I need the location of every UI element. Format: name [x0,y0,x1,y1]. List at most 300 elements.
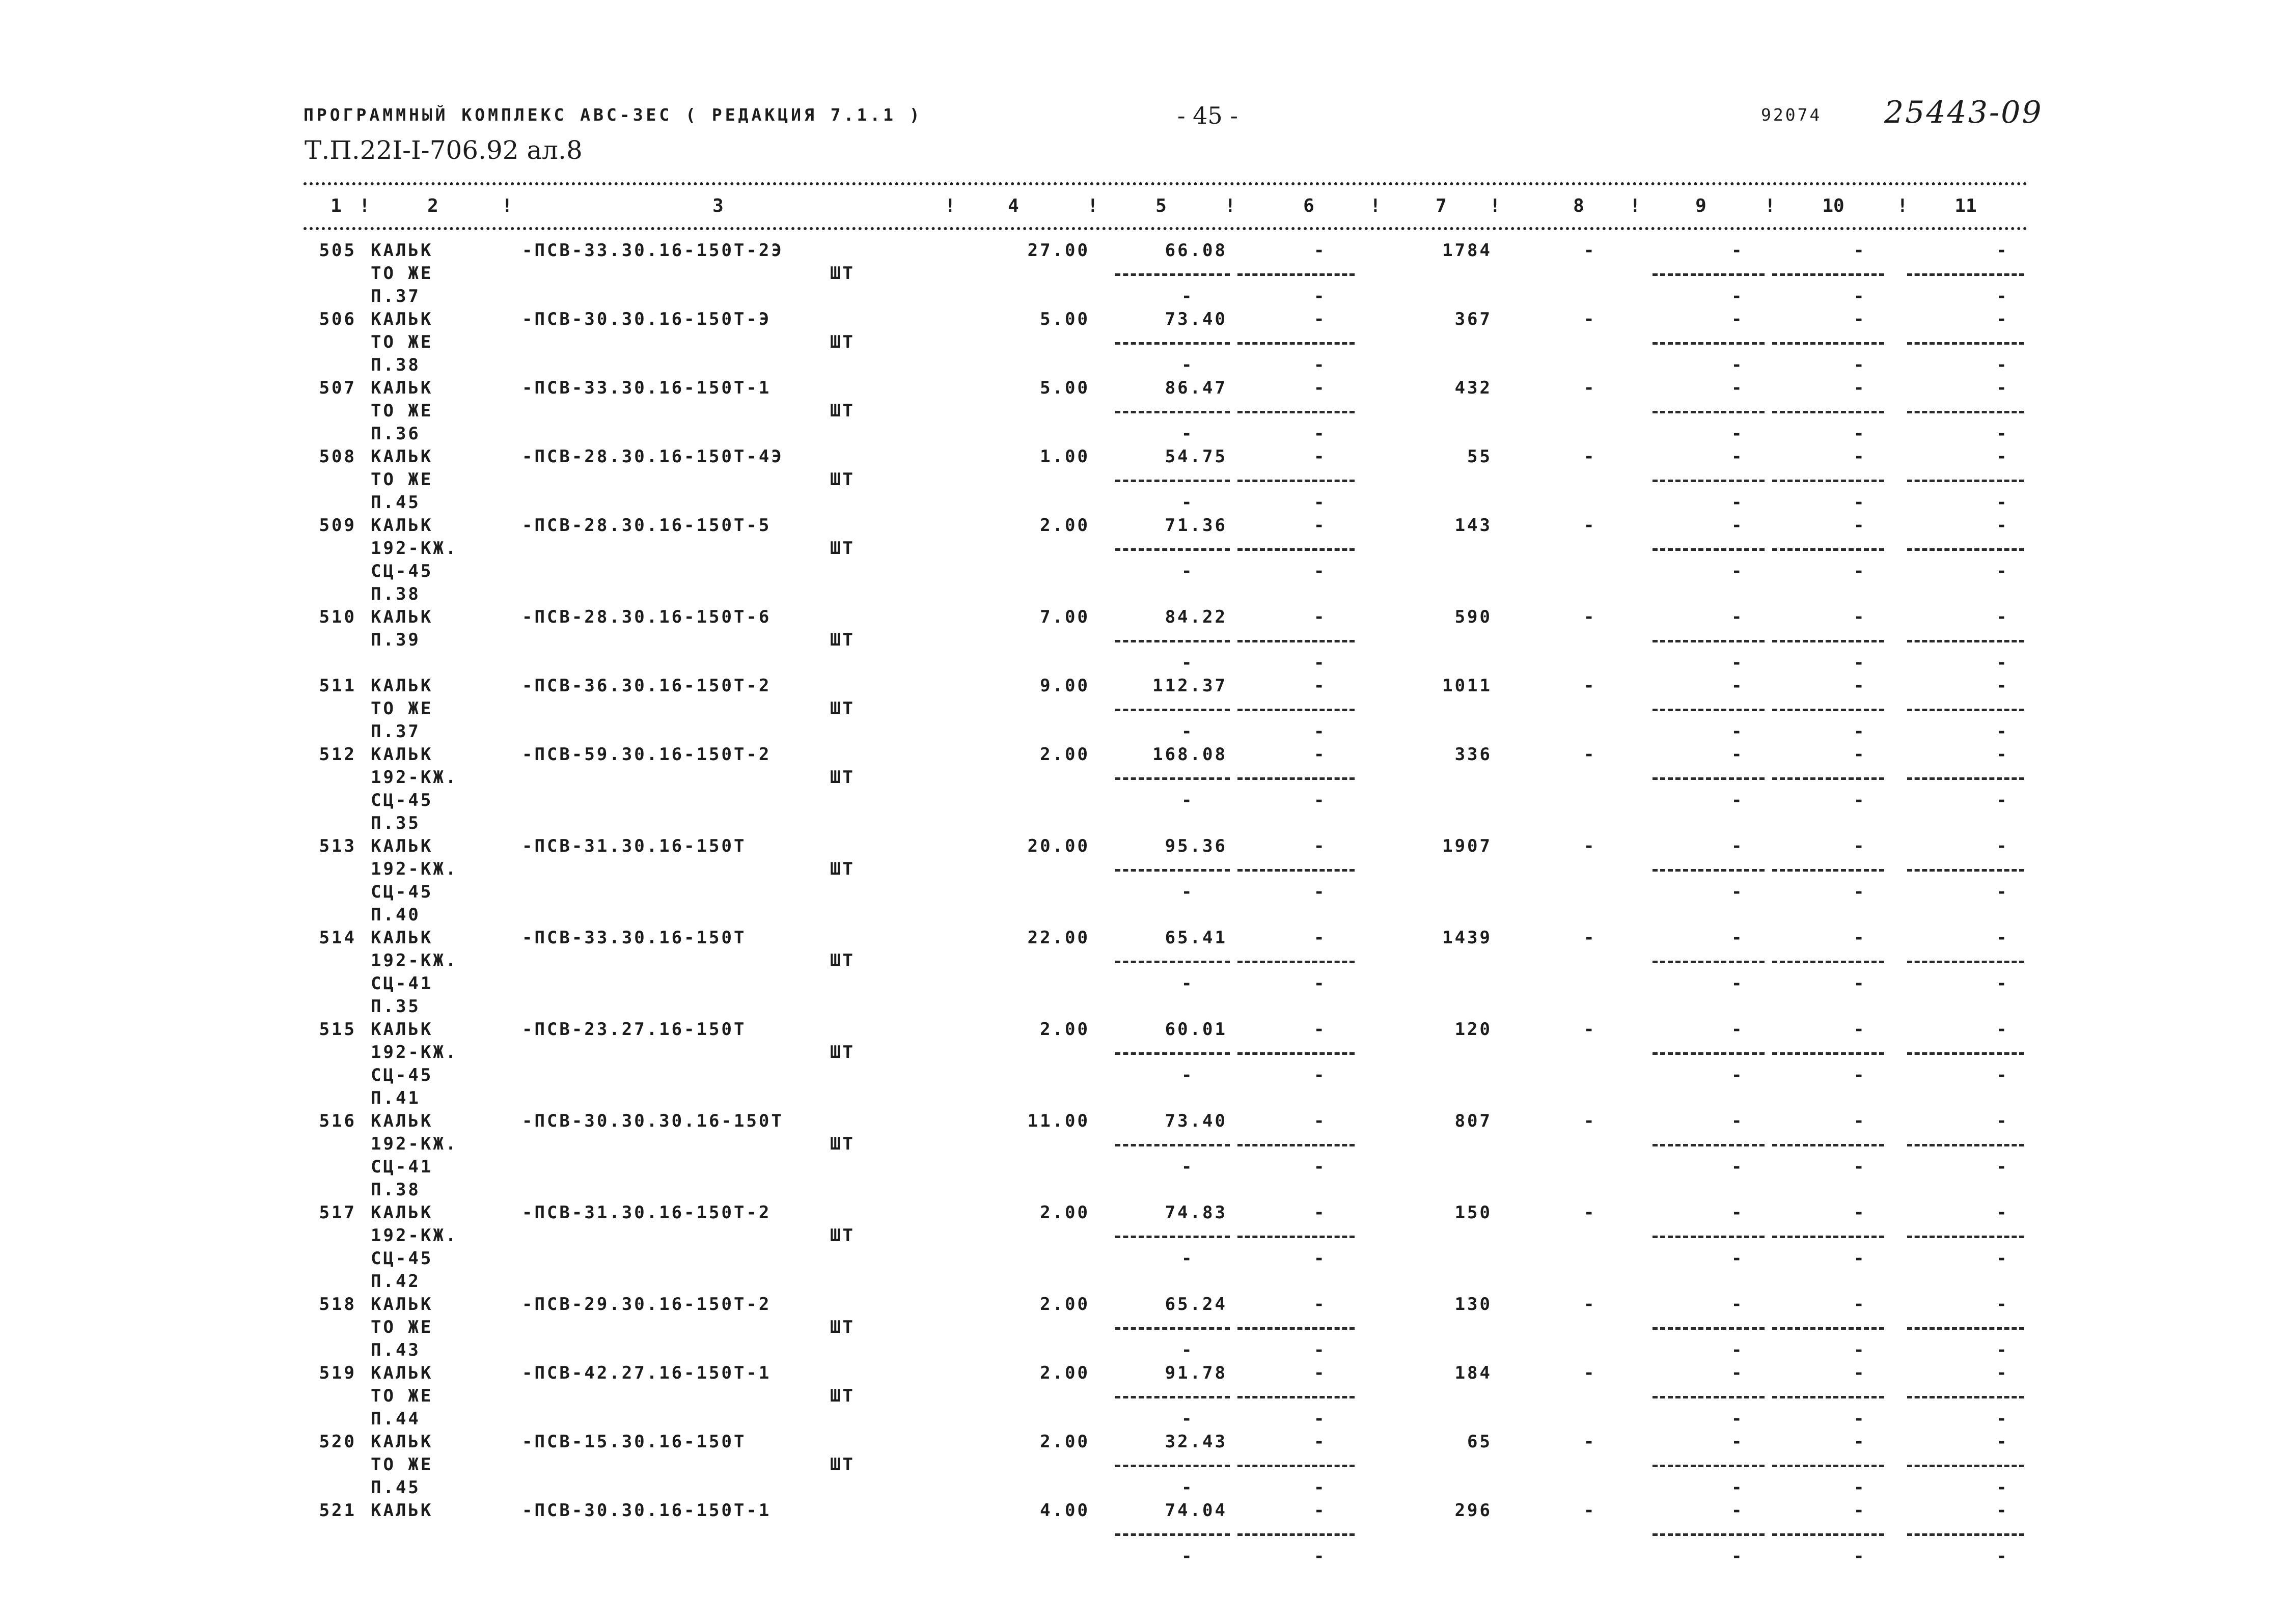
empty-value-dash: - [1584,1111,1594,1131]
item-name: 192-КЖ. [371,538,458,558]
item-price: 65.24 [1165,1294,1227,1314]
dashed-line [1115,480,1230,482]
empty-value-dash: - [1584,240,1594,261]
item-name: ТО ЖЕ [371,1317,433,1337]
empty-value-dash: - [1181,721,1192,742]
item-name: СЦ-45 [371,790,433,810]
empty-value-dash: - [1854,676,1864,696]
empty-value-dash: - [1731,492,1742,513]
column-header-6: 6 [1303,195,1314,216]
empty-value-dash: - [1314,1157,1325,1177]
table-row [0,675,2286,743]
dashed-line [1237,548,1355,551]
dashed-line [1115,342,1230,345]
empty-value-dash: - [1314,721,1325,742]
table-top-rule [304,182,2028,185]
table-row [0,835,2286,927]
empty-value-dash: - [1731,1546,1742,1566]
empty-value-dash: - [1181,1157,1192,1177]
empty-value-dash: - [1584,607,1594,627]
empty-value-dash: - [1584,836,1594,856]
document-reference: Т.П.22I-I-706.92 ал.8 [305,135,583,165]
item-total: 1784 [1442,240,1492,261]
empty-value-dash: - [1181,1409,1192,1429]
column-separator: ! [1897,195,1908,216]
empty-value-dash: - [1314,1363,1325,1383]
item-name: ТО ЖЕ [371,698,433,719]
empty-value-dash: - [1996,378,2007,398]
empty-value-dash: - [1854,240,1864,261]
column-separator: ! [1225,195,1236,216]
item-quantity: 2.00 [1040,1294,1090,1314]
empty-value-dash: - [1854,1500,1864,1521]
program-title: ПРОГРАММНЫЙ КОМПЛЕКС АВС-ЗЕС ( РЕДАКЦИЯ 7.1.1 ) [304,105,923,125]
empty-value-dash: - [1996,1294,2007,1314]
empty-value-dash: - [1854,1363,1864,1383]
empty-value-dash: - [1731,1500,1742,1521]
empty-value-dash: - [1181,790,1192,810]
item-unit: ШТ [830,630,855,650]
item-quantity: 2.00 [1040,515,1090,536]
item-name: П.38 [371,1180,421,1200]
item-mark: -ПСВ-31.30.16-150Т-2 [522,1202,772,1223]
item-name: КАЛЬК [371,446,433,467]
empty-value-dash: - [1731,790,1742,810]
item-price: 91.78 [1165,1363,1227,1383]
empty-value-dash: - [1854,973,1864,994]
empty-value-dash: - [1731,561,1742,581]
table-header-rule [304,227,2028,230]
empty-value-dash: - [1731,653,1742,673]
empty-value-dash: - [1996,1065,2007,1085]
dashed-line [1907,273,2024,276]
dashed-line [1772,1465,1884,1467]
column-header-5: 5 [1155,195,1167,216]
empty-value-dash: - [1731,515,1742,536]
empty-value-dash: - [1584,1432,1594,1452]
table-row [0,514,2286,606]
dashed-line [1772,709,1884,711]
empty-value-dash: - [1996,836,2007,856]
empty-value-dash: - [1996,1157,2007,1177]
item-mark: -ПСВ-23.27.16-150Т [522,1019,747,1040]
item-price: 74.04 [1165,1500,1227,1521]
row-number: 520 [319,1432,356,1452]
dashed-line [1907,1327,2024,1330]
empty-value-dash: - [1854,882,1864,902]
column-header-8: 8 [1573,195,1584,216]
column-header-2: 2 [427,195,438,216]
dashed-line [1115,411,1230,413]
dashed-line [1237,777,1355,780]
empty-value-dash: - [1854,492,1864,513]
dashed-line [1237,961,1355,963]
item-quantity: 11.00 [1027,1111,1090,1131]
item-name: СЦ-45 [371,1248,433,1269]
item-name: СЦ-41 [371,973,433,994]
empty-value-dash: - [1314,424,1325,444]
dashed-line [1907,777,2024,780]
dashed-line [1115,273,1230,276]
empty-value-dash: - [1854,1340,1864,1360]
row-number: 516 [319,1111,356,1131]
item-price: 73.40 [1165,1111,1227,1131]
empty-value-dash: - [1996,1202,2007,1223]
dashed-line [1907,1533,2024,1536]
empty-value-dash: - [1731,1294,1742,1314]
empty-value-dash: - [1181,1340,1192,1360]
empty-value-dash: - [1854,607,1864,627]
empty-value-dash: - [1854,1294,1864,1314]
dashed-line [1652,1465,1765,1467]
item-name: КАЛЬК [371,1202,433,1223]
dashed-line [1237,1327,1355,1330]
item-name: КАЛЬК [371,607,433,627]
empty-value-dash: - [1854,1111,1864,1131]
item-name: ТО ЖЕ [371,1454,433,1475]
column-header-1: 1 [330,195,342,216]
item-name: КАЛЬК [371,1500,433,1521]
empty-value-dash: - [1181,561,1192,581]
item-mark: -ПСВ-30.30.30.16-150Т [522,1111,784,1131]
item-quantity: 22.00 [1027,928,1090,948]
item-name: П.41 [371,1088,421,1108]
dashed-line [1772,1236,1884,1238]
empty-value-dash: - [1854,378,1864,398]
item-price: 66.08 [1165,240,1227,261]
empty-value-dash: - [1854,928,1864,948]
item-unit: ШТ [830,263,855,284]
item-name: П.38 [371,584,421,604]
item-name: П.38 [371,355,421,375]
dashed-line [1115,1327,1230,1330]
dashed-line [1115,777,1230,780]
dashed-line [1237,1465,1355,1467]
item-name: ТО ЖЕ [371,263,433,284]
item-name: ТО ЖЕ [371,332,433,352]
empty-value-dash: - [1854,1157,1864,1177]
item-total: 184 [1454,1363,1492,1383]
dashed-line [1907,640,2024,642]
empty-value-dash: - [1731,1432,1742,1452]
empty-value-dash: - [1854,1432,1864,1452]
dashed-line [1907,1052,2024,1055]
dashed-line [1115,1052,1230,1055]
empty-value-dash: - [1314,1340,1325,1360]
empty-value-dash: - [1584,378,1594,398]
empty-value-dash: - [1731,1111,1742,1131]
dashed-line [1652,709,1765,711]
empty-value-dash: - [1731,1157,1742,1177]
dashed-line [1772,1533,1884,1536]
empty-value-dash: - [1996,653,2007,673]
dashed-line [1237,869,1355,872]
page-number: - 45 - [1177,102,1238,129]
dashed-line [1907,1144,2024,1146]
empty-value-dash: - [1854,561,1864,581]
empty-value-dash: - [1181,653,1192,673]
empty-value-dash: - [1854,1248,1864,1269]
empty-value-dash: - [1314,286,1325,306]
dashed-line [1652,1236,1765,1238]
empty-value-dash: - [1854,790,1864,810]
column-header-10: 10 [1822,195,1844,216]
item-total: 590 [1454,607,1492,627]
empty-value-dash: - [1731,1340,1742,1360]
empty-value-dash: - [1731,355,1742,375]
row-number: 521 [319,1500,356,1521]
item-quantity: 2.00 [1040,1363,1090,1383]
dashed-line [1652,1396,1765,1398]
empty-value-dash: - [1854,424,1864,444]
item-unit: ШТ [830,950,855,971]
item-unit: ШТ [830,332,855,352]
item-name: КАЛЬК [371,1019,433,1040]
item-price: 84.22 [1165,607,1227,627]
empty-value-dash: - [1314,355,1325,375]
table-row [0,1431,2286,1499]
item-quantity: 1.00 [1040,446,1090,467]
empty-value-dash: - [1996,424,2007,444]
item-name: СЦ-45 [371,882,433,902]
empty-value-dash: - [1314,676,1325,696]
item-price: 112.37 [1152,676,1227,696]
item-total: 432 [1454,378,1492,398]
empty-value-dash: - [1584,1363,1594,1383]
row-number: 515 [319,1019,356,1040]
empty-value-dash: - [1996,1363,2007,1383]
item-name: КАЛЬК [371,744,433,765]
empty-value-dash: - [1854,1546,1864,1566]
item-name: П.43 [371,1340,421,1360]
item-unit: ШТ [830,1317,855,1337]
item-name: КАЛЬК [371,240,433,261]
item-total: 55 [1467,446,1492,467]
empty-value-dash: - [1996,515,2007,536]
column-separator: ! [1370,195,1381,216]
run-code: 92074 [1761,105,1822,125]
empty-value-dash: - [1731,1248,1742,1269]
item-unit: ШТ [830,698,855,719]
dashed-line [1652,1327,1765,1330]
table-row [0,377,2286,445]
item-name: П.35 [371,996,421,1017]
empty-value-dash: - [1854,446,1864,467]
table-row [0,743,2286,835]
table-row [0,1499,2286,1568]
empty-value-dash: - [1314,1432,1325,1452]
dashed-line [1907,342,2024,345]
empty-value-dash: - [1314,1294,1325,1314]
dashed-line [1237,1396,1355,1398]
empty-value-dash: - [1181,492,1192,513]
empty-value-dash: - [1584,1019,1594,1040]
empty-value-dash: - [1731,928,1742,948]
empty-value-dash: - [1314,882,1325,902]
table-row [0,927,2286,1018]
dashed-line [1907,1396,2024,1398]
dashed-line [1237,342,1355,345]
empty-value-dash: - [1854,1202,1864,1223]
dashed-line [1772,273,1884,276]
item-name: 192-КЖ. [371,1225,458,1246]
item-price: 32.43 [1165,1432,1227,1452]
dashed-line [1237,273,1355,276]
empty-value-dash: - [1181,424,1192,444]
item-price: 60.01 [1165,1019,1227,1040]
empty-value-dash: - [1731,1202,1742,1223]
item-name: П.45 [371,1477,421,1498]
item-unit: ШТ [830,469,855,490]
item-name: 192-КЖ. [371,950,458,971]
table-row [0,1293,2286,1362]
item-mark: -ПСВ-31.30.16-150Т [522,836,747,856]
empty-value-dash: - [1731,240,1742,261]
empty-value-dash: - [1996,1477,2007,1498]
item-price: 168.08 [1152,744,1227,765]
empty-value-dash: - [1314,607,1325,627]
item-price: 86.47 [1165,378,1227,398]
dashed-line [1237,709,1355,711]
dashed-line [1237,640,1355,642]
empty-value-dash: - [1314,1065,1325,1085]
item-name: СЦ-41 [371,1157,433,1177]
empty-value-dash: - [1731,1477,1742,1498]
dashed-line [1115,1533,1230,1536]
empty-value-dash: - [1584,1500,1594,1521]
empty-value-dash: - [1731,446,1742,467]
table-row [0,308,2286,377]
empty-value-dash: - [1731,676,1742,696]
dashed-line [1652,1144,1765,1146]
item-name: КАЛЬК [371,515,433,536]
empty-value-dash: - [1996,882,2007,902]
item-total: 336 [1454,744,1492,765]
row-number: 513 [319,836,356,856]
empty-value-dash: - [1314,378,1325,398]
item-name: П.35 [371,813,421,833]
empty-value-dash: - [1854,1019,1864,1040]
column-header-3: 3 [712,195,724,216]
dashed-line [1652,411,1765,413]
dashed-line [1772,548,1884,551]
dashed-line [1772,480,1884,482]
dashed-line [1115,1144,1230,1146]
item-unit: ШТ [830,1386,855,1406]
item-unit: ШТ [830,1042,855,1062]
item-quantity: 5.00 [1040,309,1090,329]
empty-value-dash: - [1854,309,1864,329]
dashed-line [1772,961,1884,963]
item-unit: ШТ [830,401,855,421]
table-row [0,606,2286,675]
row-number: 508 [319,446,356,467]
table-row [0,1201,2286,1293]
dashed-line [1652,1533,1765,1536]
column-header-4: 4 [1008,195,1019,216]
item-unit: ШТ [830,1454,855,1475]
item-mark: -ПСВ-30.30.16-150Т-1 [522,1500,772,1521]
empty-value-dash: - [1584,1294,1594,1314]
item-name: 192-КЖ. [371,1134,458,1154]
empty-value-dash: - [1584,515,1594,536]
empty-value-dash: - [1996,446,2007,467]
item-name: СЦ-45 [371,1065,433,1085]
dashed-line [1652,548,1765,551]
item-total: 1439 [1442,928,1492,948]
empty-value-dash: - [1996,928,2007,948]
item-quantity: 20.00 [1027,836,1090,856]
empty-value-dash: - [1181,1477,1192,1498]
dashed-line [1907,709,2024,711]
dashed-line [1652,480,1765,482]
empty-value-dash: - [1584,676,1594,696]
item-unit: ШТ [830,767,855,788]
empty-value-dash: - [1854,836,1864,856]
item-unit: ШТ [830,1225,855,1246]
item-name: П.45 [371,492,421,513]
row-number: 506 [319,309,356,329]
dashed-line [1652,273,1765,276]
empty-value-dash: - [1314,973,1325,994]
item-name: СЦ-45 [371,561,433,581]
empty-value-dash: - [1314,561,1325,581]
item-name: П.44 [371,1409,421,1429]
empty-value-dash: - [1854,721,1864,742]
column-separator: ! [1087,195,1098,216]
item-total: 1011 [1442,676,1492,696]
empty-value-dash: - [1731,973,1742,994]
dashed-line [1652,777,1765,780]
empty-value-dash: - [1314,790,1325,810]
empty-value-dash: - [1314,240,1325,261]
item-name: 192-КЖ. [371,767,458,788]
dashed-line [1907,411,2024,413]
empty-value-dash: - [1731,378,1742,398]
empty-value-dash: - [1996,790,2007,810]
column-separator: ! [359,195,370,216]
dashed-line [1652,961,1765,963]
item-mark: -ПСВ-33.30.16-150Т-1 [522,378,772,398]
item-quantity: 2.00 [1040,1432,1090,1452]
empty-value-dash: - [1181,1248,1192,1269]
dashed-line [1907,869,2024,872]
dashed-line [1772,1396,1884,1398]
empty-value-dash: - [1584,928,1594,948]
row-number: 519 [319,1363,356,1383]
empty-value-dash: - [1996,1432,2007,1452]
item-mark: -ПСВ-28.30.16-150Т-4Э [522,446,784,467]
empty-value-dash: - [1181,1546,1192,1566]
dashed-line [1772,1144,1884,1146]
dashed-line [1772,869,1884,872]
empty-value-dash: - [1314,1202,1325,1223]
item-name: КАЛЬК [371,676,433,696]
item-quantity: 2.00 [1040,744,1090,765]
item-mark: -ПСВ-59.30.16-150Т-2 [522,744,772,765]
dashed-line [1652,640,1765,642]
item-name: П.37 [371,286,421,306]
item-name: КАЛЬК [371,309,433,329]
empty-value-dash: - [1854,515,1864,536]
empty-value-dash: - [1731,1065,1742,1085]
empty-value-dash: - [1314,1409,1325,1429]
empty-value-dash: - [1314,446,1325,467]
empty-value-dash: - [1731,836,1742,856]
item-name: ТО ЖЕ [371,1386,433,1406]
empty-value-dash: - [1996,240,2007,261]
empty-value-dash: - [1731,1019,1742,1040]
